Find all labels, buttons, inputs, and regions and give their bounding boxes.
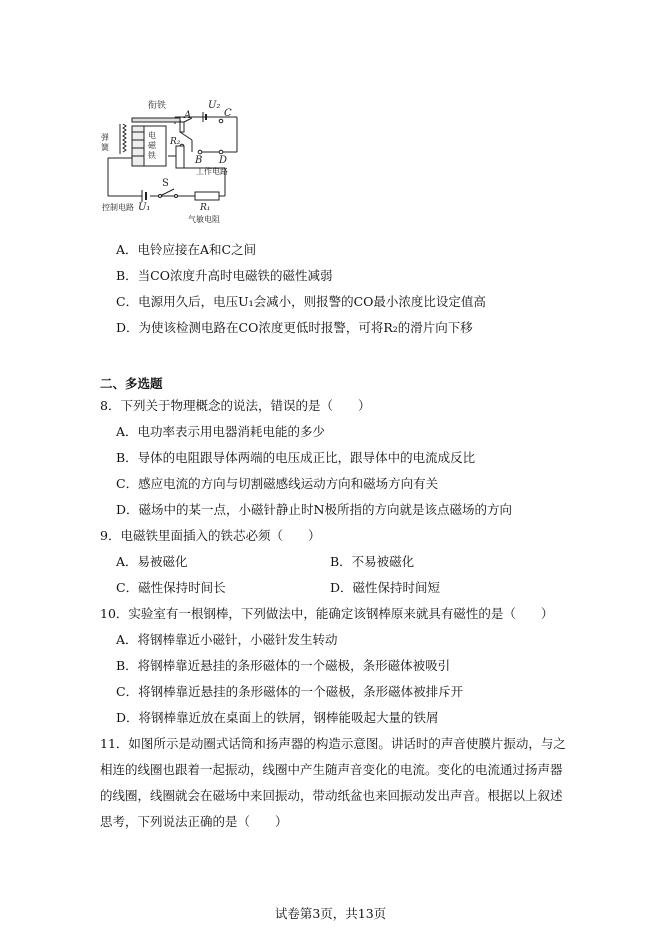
label-spring-2: 簧	[101, 143, 109, 152]
label-d: D	[219, 155, 228, 166]
label-r1: R₁	[200, 203, 211, 213]
label-spring-1: 弹	[101, 133, 109, 142]
q11-stem: 11．如图所示是动圈式话筒和扬声器的构造示意图。讲话时的声音使膜片振动，与之相连的线圈也跟着一起振动，线圈中产生随声音变化的电流。变化的电流通过扬声器的线圈，线圈就会在磁场中来回振动，带动纸盆也来回振动发出声音。根据以上叙述思考，下列说法正确的是（ ）	[100, 736, 566, 829]
label-control-circuit: 控制电路	[102, 203, 134, 212]
page-footer: 试卷第3页，共13页	[274, 906, 387, 921]
q8-option-c: C．感应电流的方向与切割磁感线运动方向和磁场方向有关	[116, 476, 439, 491]
resistor-r2	[168, 146, 184, 168]
label-r2: R₂	[170, 137, 181, 147]
battery-u1	[142, 190, 146, 202]
label-work-circuit: 工作电路	[196, 167, 228, 176]
resistor-r1	[195, 192, 219, 200]
label-armature: 衔铁	[148, 101, 167, 111]
q10-option-a: A．将钢棒靠近小磁针，小磁针发生转动	[116, 632, 338, 647]
q9-option-c: C．磁性保持时间长	[116, 580, 226, 595]
label-electromagnet-1: 电	[148, 131, 156, 140]
q7-option-c: C．电源用久后，电压U₁会减小，则报警的CO最小浓度比设定值高	[116, 294, 486, 309]
q10-stem: 10．实验室有一根钢棒，下列做法中，能确定该钢棒原来就具有磁性的是（ ）	[100, 606, 554, 621]
label-u2: U₂	[208, 100, 221, 111]
q10-option-d: D．将钢棒靠近放在桌面上的铁屑，钢棒能吸起大量的铁屑	[116, 710, 439, 725]
q7-option-a: A．电铃应接在A和C之间	[116, 242, 257, 257]
q8-option-a: A．电功率表示用电器消耗电能的多少	[116, 424, 326, 439]
label-a: A	[184, 110, 192, 121]
spring	[120, 124, 126, 154]
label-electromagnet-3: 铁	[148, 151, 156, 160]
q9-option-a: A．易被磁化	[116, 554, 188, 569]
q7-option-b: B．当CO浓度升高时电磁铁的磁性减弱	[116, 268, 333, 283]
q7-option-d: D．为使该检测电路在CO浓度更低时报警，可将R₂的滑片向下移	[116, 320, 473, 335]
alarm-circuit-diagram	[100, 88, 250, 228]
label-s: S	[162, 178, 169, 189]
q9-option-d: D．磁性保持时间短	[330, 580, 441, 595]
q8-option-d: D．磁场中的某一点，小磁针静止时N极所指的方向就是该点磁场的方向	[116, 502, 512, 517]
q9-stem: 9．电磁铁里面插入的铁芯必须（ ）	[100, 528, 321, 543]
q8-stem: 8．下列关于物理概念的说法，错误的是（ ）	[100, 398, 371, 413]
label-electromagnet-2: 磁	[148, 141, 156, 150]
section-title: 二、多选题	[100, 376, 163, 391]
label-c: C	[224, 108, 232, 119]
q10-option-b: B．将钢棒靠近悬挂的条形磁体的一个磁极，条形磁体被吸引	[116, 658, 451, 673]
q10-option-c: C．将钢棒靠近悬挂的条形磁体的一个磁极，条形磁体被排斥开	[116, 684, 464, 699]
q8-option-b: B．导体的电阻跟导体两端的电压成正比，跟导体中的电流成反比	[116, 450, 476, 465]
label-gas-resistor: 气敏电阻	[188, 215, 220, 224]
label-b: B	[195, 155, 203, 166]
q9-option-b: B．不易被磁化	[330, 554, 415, 569]
label-u1: U₁	[138, 202, 151, 213]
